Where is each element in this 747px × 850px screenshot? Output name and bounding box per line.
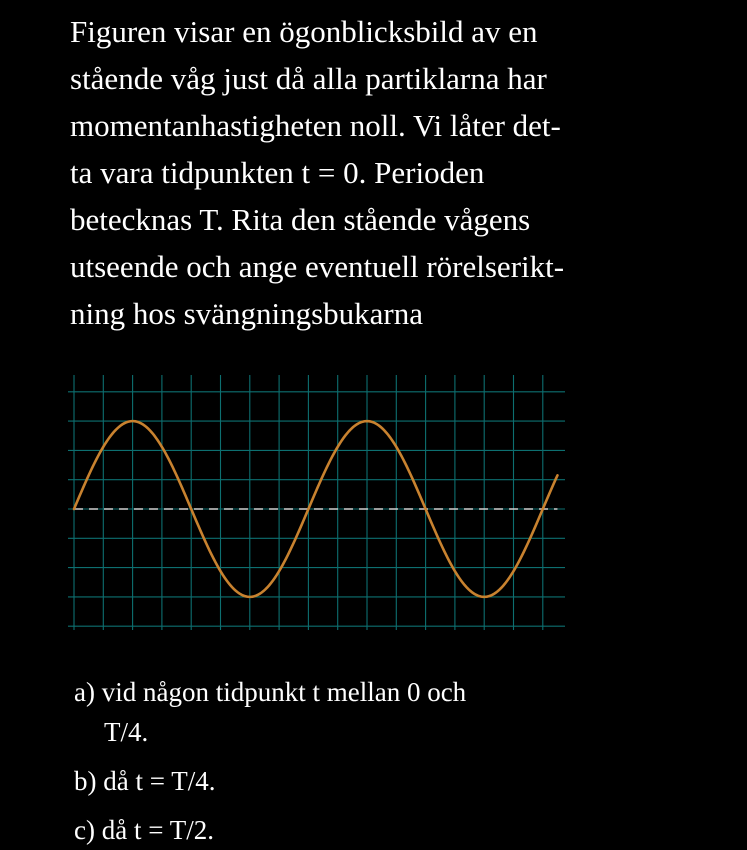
problem-text bbox=[70, 8, 710, 337]
problem-line: betecknas T. Rita den stående vågens bbox=[70, 202, 531, 237]
question-a: a) vid någon tidpunkt t mellan 0 och bbox=[74, 677, 467, 707]
problem-line: ta vara tidpunkten t = 0. Perioden bbox=[70, 155, 485, 190]
problem-line: utseende och ange eventuell rörelserikt- bbox=[70, 249, 565, 284]
problem-line: stående våg just då alla partiklarna har bbox=[70, 61, 547, 96]
question-list bbox=[74, 672, 694, 850]
question-b: b) då t = T/4. bbox=[74, 766, 216, 796]
question-c: c) då t = T/2. bbox=[74, 815, 214, 845]
figure-background bbox=[68, 372, 568, 642]
standing-wave-figure bbox=[68, 372, 568, 642]
problem-line: Figuren visar en ögonblicksbild av en bbox=[70, 14, 538, 49]
problem-line: momentanhastigheten noll. Vi låter det- bbox=[70, 108, 561, 143]
question-a-continuation: T/4. bbox=[104, 717, 149, 747]
problem-line: ning hos svängningsbukarna bbox=[70, 296, 424, 331]
